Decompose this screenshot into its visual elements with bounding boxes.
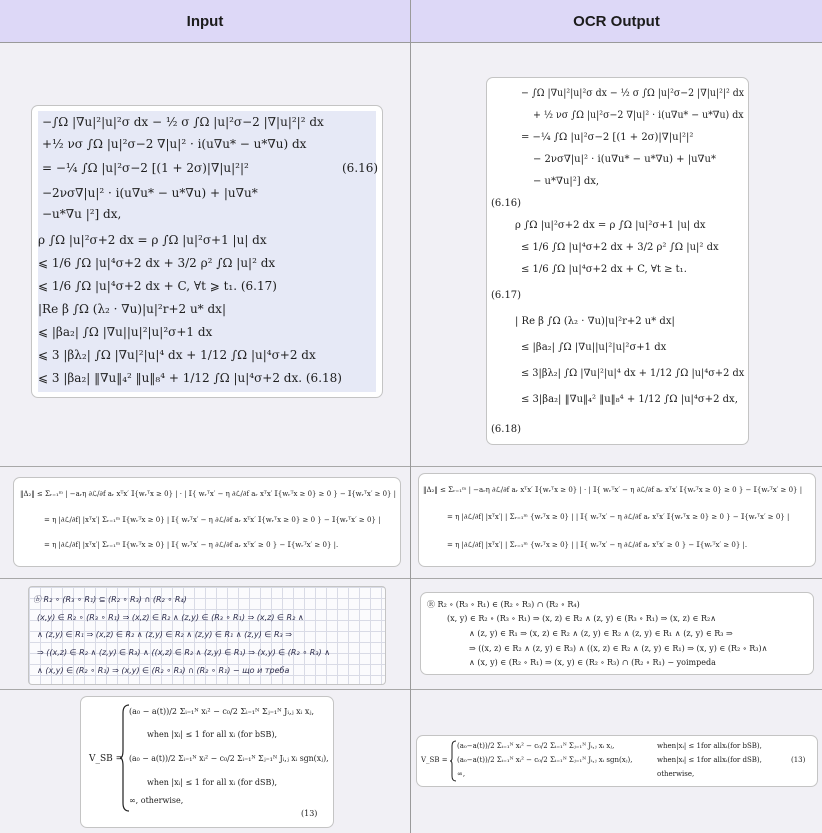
- equation-line: when |xᵢ| ≤ 1 for all xᵢ (for bSB),: [147, 730, 278, 739]
- input-column-header: [0, 0, 410, 43]
- equation-line: ≤ 3|βa₂| ‖∇u‖₄² ‖u‖₈⁴ + 1/12 ∫Ω |u|⁴σ+2 dx,: [521, 394, 738, 405]
- equation-line: ρ ∫Ω |u|²σ+2 dx = ρ ∫Ω |u|²σ+1 |u| dx: [38, 233, 267, 247]
- row3-input-image: [28, 586, 386, 685]
- equation-number: (6.18): [491, 424, 522, 435]
- equation-line: = −¼ ∫Ω |u|²σ−2 [(1 + 2σ)|∇|u|²|²: [521, 132, 694, 143]
- row1-ocr-render: [486, 77, 749, 445]
- equation-line: = η |∂ℒ/∂f| |xᵀx′| | Σᵣ₌₁ᵐ {wᵣᵀx ≥ 0} | | 𝕀{ wᵣᵀx′ − η ∂ℒ/∂f aᵣ xᵀx′ ≥ 0 } − 𝕀{wᵣᵀx′ ≥ 0} |.: [447, 541, 748, 549]
- input-header-label: Input: [186, 12, 224, 30]
- ocr-column-header: [411, 0, 822, 43]
- equation-line: = −¼ ∫Ω |u|²σ−2 [(1 + 2σ)|∇|u|²|²: [42, 161, 249, 175]
- equation-line: (x, y) ∈ R₂ ∘ (R₃ ∘ R₁) ⇒ (x, z) ∈ R₂ ∧ (z, y) ∈ (R₃ ∘ R₁) ⇒ (x, z) ∈ R₂∧: [447, 614, 717, 623]
- row1-input-image: [31, 105, 383, 398]
- equation-line: | Re β ∫Ω (λ₂ · ∇u)|u|²r+2 u* dx|: [515, 316, 675, 327]
- equation-line: −2νσ∇|u|² · i(u∇u* − u*∇u) + |u∇u*: [42, 186, 258, 200]
- equation-line: ≤ |βa₂| ∫Ω |∇u||u|²|u|²σ+1 dx: [521, 342, 667, 353]
- equation-line: ⩽ 1/6 ∫Ω |u|⁴σ+2 dx + C, ∀t ⩾ t₁. (6.17): [38, 279, 277, 293]
- handwritten-line: ∧ (z,y) ∈ R₁ ⇒ (x,z) ∈ R₂ ∧ (z,y) ∈ R₂ ∧ (z,y) ∈ R₁ ∧ (z,y) ∈ R₃ ⇒: [37, 630, 292, 639]
- equation-number: (13): [301, 809, 318, 818]
- equation-line: = η |∂ℒ/∂f| |xᵀx′| Σᵣ₌₁ᵐ 𝕀{wᵣᵀx ≥ 0} | 𝕀{ wᵣᵀx′ − η ∂ℒ/∂f aᵣ xᵀx′ ≥ 0 } − 𝕀{wᵣᵀx′ ≥ 0} |.: [44, 541, 339, 549]
- equation-line: (a₀−a(t))/2 Σᵢ₌₁ᴺ xᵢ² − c₀/2 Σᵢ₌₁ᴺ Σⱼ₌₁ᴺ Jᵢ,ⱼ xᵢ sgn(xⱼ),: [457, 756, 633, 764]
- equation-line: (a₀−a(t))/2 Σᵢ₌₁ᴺ xᵢ² − c₀/2 Σᵢ₌₁ᴺ Σⱼ₌₁ᴺ Jᵢ,ⱼ xᵢ xⱼ,: [457, 742, 615, 750]
- equation-line: ∞, otherwise,: [129, 796, 184, 805]
- handwritten-line: ∧ (x,y) ∈ (R₂ ∘ R₁) ⇒ (x,y) ∈ (R₂ ∘ R₃) ∩ (R₂ ∘ R₁) − що и треба: [37, 666, 290, 675]
- equation-condition: when|xᵢ| ≤ 1for allxᵢ(for dSB),: [657, 756, 762, 764]
- left-brace-icon: [449, 740, 457, 782]
- equation-lhs: V_SB =: [89, 754, 124, 764]
- equation-number: (6.16): [342, 161, 379, 175]
- equation-number: (6.17): [491, 290, 522, 301]
- equation-line: ⩽ 3 |βλ₂| ∫Ω |∇u|²|u|⁴ dx + 1/12 ∫Ω |u|⁴σ+2 dx: [38, 348, 316, 362]
- equation-line: |Re β ∫Ω (λ₂ · ∇u)|u|²r+2 u* dx|: [38, 302, 226, 316]
- equation-lhs: V_SB =: [421, 756, 448, 764]
- equation-line: when |xᵢ| ≤ 1 for all xᵢ (for dSB),: [147, 778, 278, 787]
- equation-line: −∫Ω |∇u|²|u|²σ dx − ½ σ ∫Ω |u|²σ−2 |∇|u|²|² dx: [42, 115, 324, 129]
- equation-line: −u*∇u |²] dx,: [42, 207, 122, 221]
- handwritten-line: ⓑ R₂ ∘ (R₃ ∘ R₁) ⊆ (R₂ ∘ R₃) ∩ (R₂ ∘ R₄): [33, 595, 187, 604]
- equation-line: ≤ 3|βλ₂| ∫Ω |∇u|²|u|⁴ dx + 1/12 ∫Ω |u|⁴σ+2 dx: [521, 368, 745, 379]
- equation-line: Ⓡ R₂ ∘ (R₃ ∘ R₁) ∈ (R₂ ∘ R₃) ∩ (R₂ ∘ R₄): [427, 600, 580, 609]
- handwritten-line: (x,y) ∈ R₂ ∘ (R₃ ∘ R₁) ⇒ (x,z) ∈ R₂ ∧ (z,y) ∈ (R₃ ∘ R₁) ⇒ (x,z) ∈ R₂ ∧: [37, 613, 304, 622]
- row4-input-image: [80, 696, 334, 828]
- ocr-header-label: OCR Output: [573, 12, 660, 30]
- equation-line: ⩽ |βa₂| ∫Ω |∇u||u|²|u|²σ+1 dx: [38, 325, 213, 339]
- equation-number: (13): [791, 756, 806, 764]
- equation-line: (a₀ − a(t))/2 Σᵢ₌₁ᴺ xᵢ² − c₀/2 Σᵢ₌₁ᴺ Σⱼ₌₁ᴺ Jᵢ,ⱼ xᵢ sgn(xⱼ),: [129, 754, 329, 763]
- equation-line: ∞,: [457, 770, 466, 778]
- row2-input-image: [13, 477, 401, 567]
- equation-line: − u*∇u|²] dx,: [533, 176, 600, 187]
- equation-line: ≤ 1/6 ∫Ω |u|⁴σ+2 dx + C, ∀t ≥ t₁.: [521, 264, 687, 275]
- equation-line: ρ ∫Ω |u|²σ+2 dx = ρ ∫Ω |u|²σ+1 |u| dx: [515, 220, 706, 231]
- handwritten-line: ⇒ ((x,z) ∈ R₂ ∧ (z,y) ∈ R₃) ∧ ((x,z) ∈ R₂ ∧ (z,y) ∈ R₁) ⇒ (x,y) ∈ (R₂ ∘ R₃) ∧: [37, 648, 331, 657]
- equation-condition: otherwise,: [657, 770, 695, 778]
- row4-ocr-render: [416, 735, 818, 787]
- equation-line: ‖Δ₂‖ ≤ Σᵣ₌₁ᵐ | −aᵣη ∂ℒ/∂f aᵣ xᵀx′ 𝕀{wᵣᵀx ≥ 0} | · | 𝕀{ wᵣᵀx′ − η ∂ℒ/∂f aᵣ xᵀx′ 𝕀{wᵣᵀx ≥ 0} ≥ 0 } − 𝕀{wᵣᵀx′ ≥ 0} |: [20, 490, 397, 498]
- equation-line: +½ νσ ∫Ω |u|²σ−2 ∇|u|² · i(u∇u* − u*∇u) dx: [42, 137, 307, 151]
- equation-number: (6.16): [491, 198, 522, 209]
- equation-line: = η |∂ℒ/∂f| |xᵀx′| Σᵣ₌₁ᵐ 𝕀{wᵣᵀx ≥ 0} | 𝕀{ wᵣᵀx′ − η ∂ℒ/∂f aᵣ xᵀx′ 𝕀{wᵣᵀx ≥ 0} ≥ 0 } − 𝕀{wᵣᵀx′ ≥ 0} |: [44, 516, 381, 524]
- equation-line: (a₀ − a(t))/2 Σᵢ₌₁ᴺ xᵢ² − c₀/2 Σᵢ₌₁ᴺ Σⱼ₌₁ᴺ Jᵢ,ⱼ xᵢ xⱼ,: [129, 707, 314, 716]
- row2-ocr-render: [418, 473, 816, 567]
- equation-line: ⇒ ((x, z) ∈ R₂ ∧ (z, y) ∈ R₃) ∧ ((x, z) ∈ R₂ ∧ (z, y) ∈ R₁) ⇒ (x, y) ∈ (R₂ ∘ R₃)∧: [469, 644, 768, 653]
- equation-line: = η |∂ℒ/∂f| |xᵀx′| | Σᵣ₌₁ᵐ {wᵣᵀx ≥ 0} | | 𝕀{ wᵣᵀx′ − η ∂ℒ/∂f aᵣ xᵀx′ 𝕀{wᵣᵀx ≥ 0} ≥ 0 } − 𝕀{wᵣᵀx′ ≥ 0} |: [447, 513, 790, 521]
- equation-line: ⩽ 1/6 ∫Ω |u|⁴σ+2 dx + 3/2 ρ² ∫Ω |u|² dx: [38, 256, 276, 270]
- equation-line: ∧ (z, y) ∈ R₁ ⇒ (x, z) ∈ R₂ ∧ (z, y) ∈ R₂ ∧ (z, y) ∈ R₁ ∧ (z, y) ∈ R₃ ⇒: [469, 629, 733, 638]
- equation-line: ⩽ 3 |βa₂| ‖∇u‖₄² ‖u‖₈⁴ + 1/12 ∫Ω |u|⁴σ+2 dx. (6.18): [38, 371, 342, 385]
- equation-line: − ∫Ω |∇u|²|u|²σ dx − ½ σ ∫Ω |u|²σ−2 |∇|u|²|² dx: [521, 88, 745, 99]
- equation-line: − 2νσ∇|u|² · i(u∇u* − u*∇u) + |u∇u*: [533, 154, 716, 165]
- equation-line: ∧ (x, y) ∈ (R₂ ∘ R₁) ⇒ (x, y) ∈ (R₂ ∘ R₃) ∩ (R₂ ∘ R₁) − yoimpeda: [469, 658, 716, 667]
- equation-line: ‖Δ₂‖ ≤ Σᵣ₌₁ᵐ | −aᵣη ∂ℒ/∂f aᵣ xᵀx′ 𝕀{wᵣᵀx ≥ 0} | · | 𝕀{ wᵣᵀx′ − η ∂ℒ/∂f aᵣ xᵀx′ 𝕀{wᵣᵀx ≥ 0} ≥ 0 } − 𝕀{wᵣᵀx′ ≥ 0} |: [423, 486, 803, 494]
- column-divider: [410, 0, 411, 833]
- equation-line: + ½ νσ ∫Ω |u|²σ−2 ∇|u|² · i(u∇u* − u*∇u) dx: [533, 110, 744, 121]
- equation-condition: when|xᵢ| ≤ 1for allxᵢ(for bSB),: [657, 742, 762, 750]
- equation-line: ≤ 1/6 ∫Ω |u|⁴σ+2 dx + 3/2 ρ² ∫Ω |u|² dx: [521, 242, 719, 253]
- row3-ocr-render: [420, 592, 814, 675]
